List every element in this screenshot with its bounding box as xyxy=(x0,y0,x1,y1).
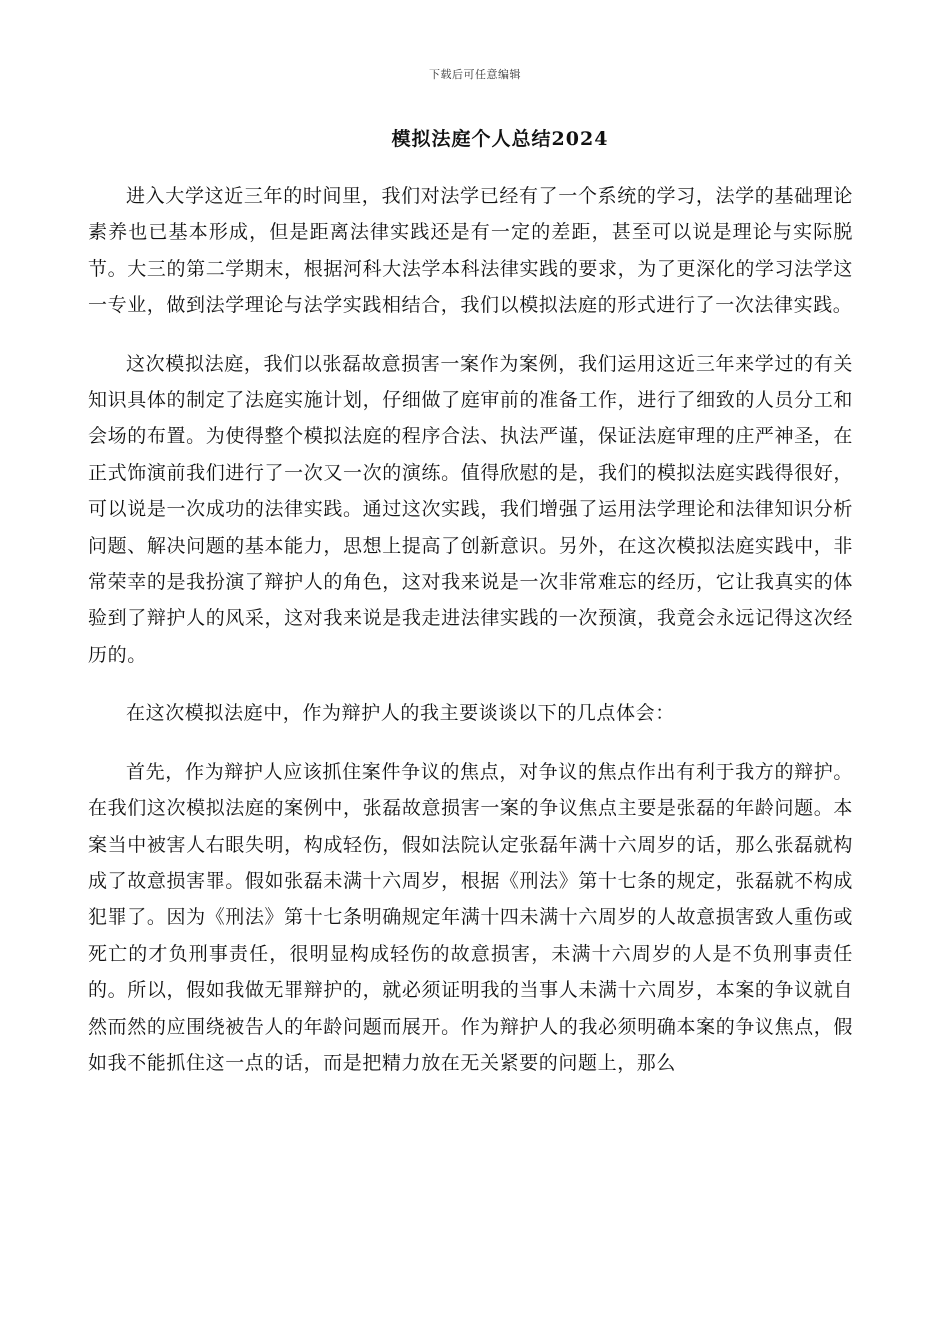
paragraph-case-overview: 这次模拟法庭，我们以张磊故意损害一案作为案例，我们运用这近三年来学过的有关知识具体的制定了法庭实施计划，仔细做了庭审前的准备工作，进行了细致的人员分工和会场的布置。为使得整个模拟法庭的程序合法、执法严谨，保证法庭审理的庄严神圣，在正式饰演前我们进行了一次又一次的演练。值得欣慰的是，我们的模拟法庭实践得很好，可以说是一次成功的法律实践。通过这次实践，我们增强了运用法学理论和法律知识分析问题、解决问题的基本能力，思想上提高了创新意识。另外，在这次模拟法庭实践中，非常荣幸的是我扮演了辩护人的角色，这对我来说是一次非常难忘的经历，它让我真实的体验到了辩护人的风采，这对我来说是我走进法律实践的一次预演，我竟会永远记得这次经历的。 xyxy=(88,352,853,666)
document-title: 模拟法庭个人总结2024 xyxy=(391,128,609,150)
paragraph-intro: 进入大学这近三年的时间里，我们对法学已经有了一个系统的学习，法学的基础理论素养也已基本形成，但是距离法律实践还是有一定的差距，甚至可以说是理论与实际脱节。大三的第二学期末，根据河科大法学本科法律实践的要求，为了更深化的学习法学这一专业，做到法学理论与法学实践相结合，我们以模拟法庭的形式进行了一次法律实践。 xyxy=(88,185,853,317)
paragraph-first-point: 首先，作为辩护人应该抓住案件争议的焦点，对争议的焦点作出有利于我方的辩护。在我们这次模拟法庭的案例中，张磊故意损害一案的争议焦点主要是张磊的年龄问题。本案当中被害人右眼失明，构成轻伤，假如法院认定张磊年满十六周岁的话，那么张磊就构成了故意损害罪。假如张磊未满十六周岁，根据《刑法》第十七条的规定，张磊就不构成犯罪了。因为《刑法》第十七条明确规定年满十四未满十六周岁的人故意损害致人重伤或死亡的才负刑事责任，很明显构成轻伤的故意损害，未满十六周岁的人是不负刑事责任的。所以，假如我做无罪辩护的，就必须证明我的当事人未满十六周岁，本案的争议就自然而然的应围绕被告人的年龄问题而展开。作为辩护人的我必须明确本案的争议焦点，假如我不能抓住这一点的话，而是把精力放在无关紧要的问题上，那么 xyxy=(88,760,853,1074)
document-body xyxy=(88,178,853,1103)
paragraph-lead-in: 在这次模拟法庭中，作为辩护人的我主要谈谈以下的几点体会： xyxy=(126,702,675,725)
header-note: 下载后可任意编辑 xyxy=(429,68,521,81)
